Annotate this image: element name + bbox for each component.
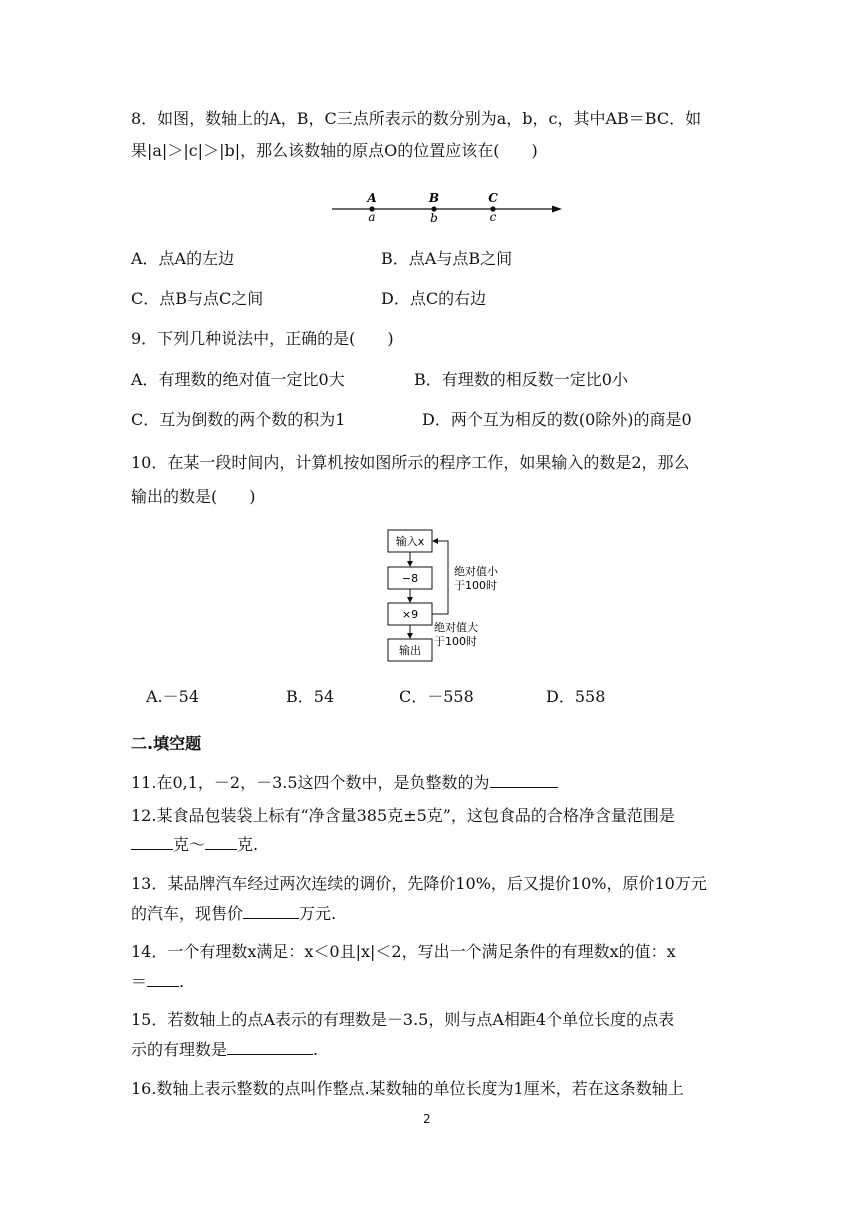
q9-line1: 9．下列几种说法中，正确的是( ) (131, 329, 394, 348)
q15-line2 (131, 1038, 318, 1061)
q11-answer-blank[interactable] (490, 771, 558, 788)
q9-option-d: D．两个互为相反的数(0除外)的商是0 (422, 410, 692, 429)
times9-label: ×9 (401, 608, 419, 621)
q12-max-blank[interactable] (205, 833, 237, 850)
section-title-fill-blank: 二.填空题 (131, 734, 202, 753)
q13-line1: 13．某品牌汽车经过两次连续的调价，先降价10%，后又提价10%，原价10万元 (131, 874, 707, 893)
q12-unit1: 克～ (173, 835, 206, 854)
page-number: 2 (423, 1112, 431, 1126)
q9-option-b: B．有理数的相反数一定比0小 (414, 370, 628, 389)
q10-option-a: A.－54 (146, 687, 200, 706)
q9-option-c: C．互为倒数的两个数的积为1 (131, 410, 346, 429)
q8-option-d: D．点C的右边 (381, 289, 487, 308)
point-c-label: C (488, 191, 498, 205)
output-label: 输出 (399, 644, 421, 657)
q8-option-b: B．点A与点B之间 (381, 249, 513, 268)
value-b-label: b (430, 211, 438, 225)
minus8-label: −8 (401, 572, 419, 585)
q14-value-blank[interactable] (147, 970, 179, 987)
q10-option-d: D．558 (546, 687, 606, 706)
q12-unit2: 克. (237, 835, 259, 854)
exit-condition-line2: 于100时 (434, 635, 477, 648)
q11-line (131, 771, 558, 794)
q9-option-a: A．有理数的绝对值一定比0大 (131, 370, 345, 389)
q10-line2: 输出的数是( ) (131, 487, 256, 506)
q14-suffix: . (179, 972, 185, 991)
q16-line1: 16.数轴上表示整数的点叫作整点.某数轴的单位长度为1厘米，若在这条数轴上 (131, 1079, 684, 1098)
q13-line2 (131, 902, 336, 925)
input-label: 输入x (395, 535, 425, 548)
q14-line2 (131, 970, 184, 993)
point-a-label: A (367, 191, 377, 205)
q14-line1: 14．一个有理数x满足：x＜0且|x|＜2，写出一个满足条件的有理数x的值：x (131, 942, 676, 961)
q13-price-blank[interactable] (243, 902, 299, 919)
q8-option-a: A．点A的左边 (131, 249, 235, 268)
q8-line2: 果|a|＞|c|＞|b|，那么该数轴的原点O的位置应该在( ) (131, 141, 538, 160)
value-c-label: c (489, 210, 497, 224)
q10-flowchart (380, 523, 520, 668)
value-a-label: a (368, 210, 376, 224)
q13-suffix: 万元. (299, 904, 337, 923)
q15-prefix: 示的有理数是 (131, 1040, 228, 1059)
q8-line1: 8．如图，数轴上的A，B，C三点所表示的数分别为a，b，c，其中AB＝BC．如 (131, 109, 702, 128)
q11-text: 11.在0,1，－2，－3.5这四个数中，是负整数的为 (131, 773, 490, 792)
q13-prefix: 的汽车，现售价 (131, 904, 244, 923)
q8-option-c: C．点B与点C之间 (131, 289, 264, 308)
point-b-label: B (428, 191, 440, 205)
loop-condition-line1: 绝对值小 (454, 565, 498, 578)
q10-option-c: C．－558 (399, 687, 474, 706)
q15-line1: 15．若数轴上的点A表示的有理数是－3.5，则与点A相距4个单位长度的点表 (131, 1010, 675, 1029)
q12-line1: 12.某食品包装袋上标有“净含量385克±5克”，这包食品的合格净含量范围是 (131, 806, 675, 825)
q12-line2 (131, 833, 258, 856)
q14-prefix: ＝ (131, 972, 148, 991)
q10-option-b: B．54 (286, 687, 335, 706)
loop-condition-line2: 于100时 (454, 579, 497, 592)
q10-line1: 10．在某一段时间内，计算机按如图所示的程序工作，如果输入的数是2，那么 (131, 453, 690, 472)
q8-number-line (330, 188, 570, 228)
q15-value-blank[interactable] (227, 1038, 313, 1055)
q12-min-blank[interactable] (131, 833, 173, 850)
q15-suffix: . (313, 1040, 319, 1059)
exit-condition-line1: 绝对值大 (434, 621, 478, 634)
